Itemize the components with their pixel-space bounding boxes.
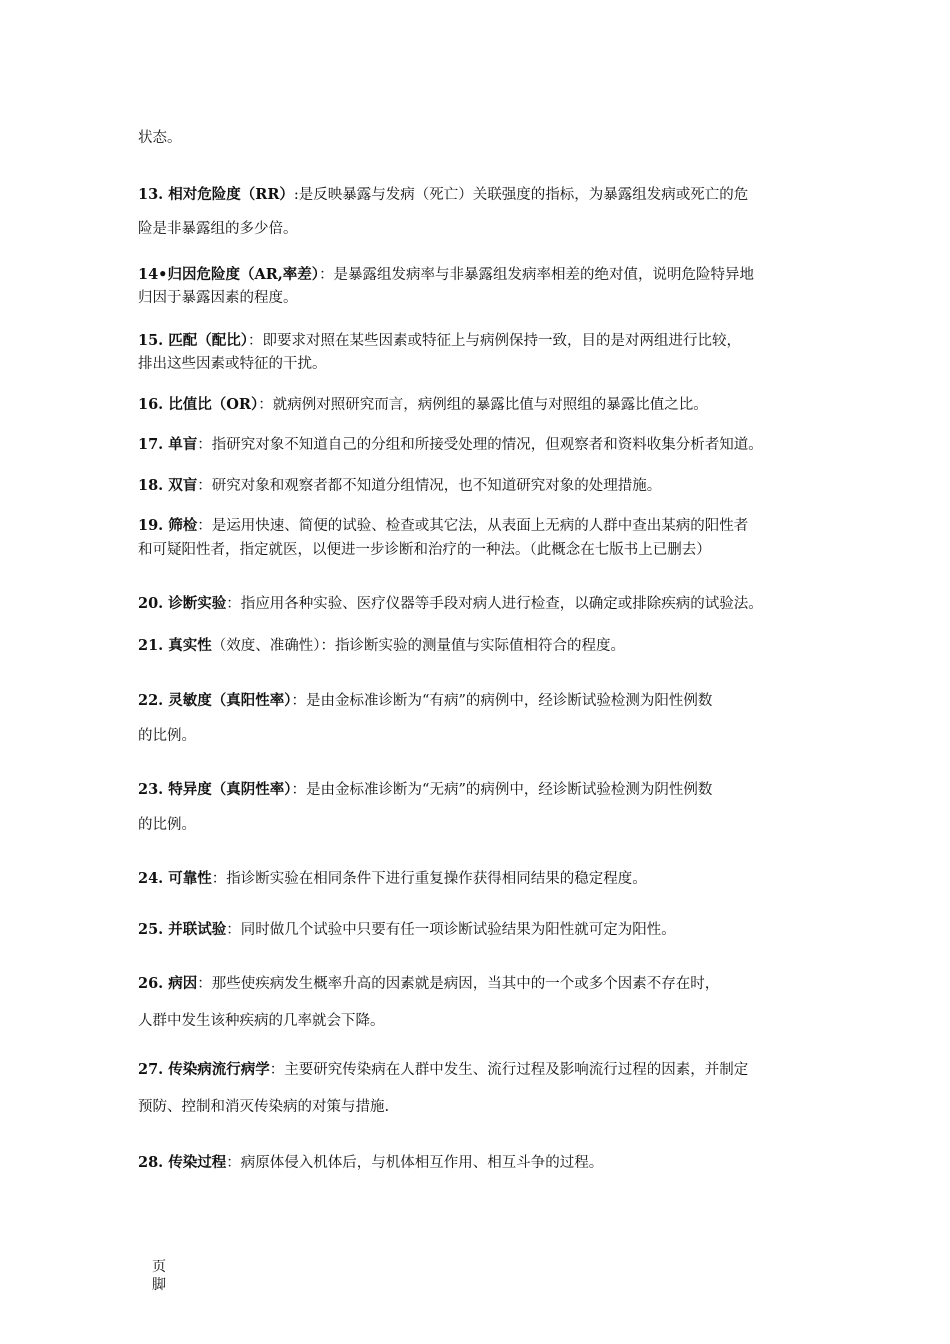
- entry-17: [138, 435, 828, 455]
- entry-number: 25.: [138, 921, 169, 938]
- entry-definition: ：研究对象和观察者都不知道分组情况，也不知道研究对象的处理措施。: [197, 478, 662, 494]
- entry-22: [138, 691, 828, 711]
- entry-number: 23.: [138, 781, 169, 798]
- entry-term: 匹配（配比）: [168, 332, 249, 349]
- entry-term: 诊断实验: [168, 595, 227, 612]
- entry-definition: ：主要研究传染病在人群中发生、流行过程及影响流行过程的因素，并制定: [269, 1062, 749, 1078]
- entry-definition: ：指应用各种实验、医疗仪器等手段对病人进行检查，以确定或排除疾病的试验法。: [226, 596, 763, 612]
- entry-21: [138, 636, 828, 656]
- entry-number: 21.: [138, 637, 169, 654]
- entry-18: [138, 476, 828, 496]
- entry-26: [138, 974, 828, 994]
- entry-15-line-2: 排出这些因素或特征的干扰。: [138, 356, 327, 372]
- entry-19: [138, 516, 828, 536]
- entry-24: [138, 869, 828, 889]
- entry-23: [138, 780, 828, 800]
- entry-term: 单盲: [168, 436, 198, 453]
- entry-term: 病因: [168, 975, 198, 992]
- entry-number: 16.: [138, 396, 169, 413]
- entry-number: 22.: [138, 692, 169, 709]
- entry-continuation: 状态。: [138, 130, 182, 146]
- entry-definition: :是反映暴露与发病（死亡）关联强度的指标，为暴露组发病或死亡的危: [293, 187, 749, 203]
- entry-definition: ：是运用快速、简便的试验、检查或其它法，从表面上无病的人群中查出某病的阳性者: [197, 518, 749, 534]
- entry-term: 灵敏度（真阳性率）: [168, 692, 292, 709]
- entry-27: [138, 1060, 828, 1080]
- entry-term: 比值比（OR）: [168, 396, 259, 413]
- entry-definition: ：就病例对照研究而言，病例组的暴露比值与对照组的暴露比值之比。: [258, 397, 708, 413]
- entry-25: [138, 920, 828, 940]
- entry-19-line-2: 和可疑阳性者，指定就医，以便进一步诊断和治疗的一种法。（此概念在七版书上已删去）: [138, 542, 711, 558]
- entry-number: 15.: [138, 332, 169, 349]
- entry-20: [138, 594, 828, 614]
- entry-term: 筛检: [168, 517, 198, 534]
- entry-term: 并联试验: [168, 921, 227, 938]
- entry-number: 26.: [138, 975, 169, 992]
- entry-definition: （效度、准确性）：指诊断实验的测量值与实际值相符合的程度。: [211, 638, 626, 654]
- entry-definition: ：是由金标准诊断为“无病”的病例中，经诊断试验检测为阴性例数: [291, 782, 713, 798]
- entry-number: 17.: [138, 436, 169, 453]
- entry-26-line-2: 人群中发生该种疾病的几率就会下降。: [138, 1013, 385, 1029]
- entry-definition: ：是暴露组发病率与非暴露组发病率相差的绝对值，说明危险特异地: [319, 267, 755, 283]
- entry-definition: ：即要求对照在某些因素或特征上与病例保持一致，目的是对两组进行比较，: [248, 333, 742, 349]
- entry-number: 24.: [138, 870, 169, 887]
- entry-number: 14•: [138, 266, 168, 283]
- entry-term: 传染过程: [168, 1154, 227, 1171]
- entry-13: [138, 185, 828, 205]
- entry-number: 18.: [138, 477, 169, 494]
- entry-16: [138, 395, 828, 415]
- entry-15: [138, 331, 828, 351]
- entry-14: [138, 265, 828, 285]
- entry-number: 13.: [138, 186, 169, 203]
- entry-number: 20.: [138, 595, 169, 612]
- entry-definition: ：指诊断实验在相同条件下进行重复操作获得相同结果的稳定程度。: [211, 871, 647, 887]
- page-footer: 页脚: [152, 1259, 166, 1293]
- entry-definition: ：同时做几个试验中只要有任一项诊断试验结果为阳性就可定为阳性。: [226, 922, 676, 938]
- entry-term: 双盲: [168, 477, 198, 494]
- entry-term: 真实性: [168, 637, 212, 654]
- entry-term: 特异度（真阴性率）: [168, 781, 292, 798]
- entry-definition: ：是由金标准诊断为“有病”的病例中，经诊断试验检测为阳性例数: [291, 693, 713, 709]
- entry-term: 可靠性: [168, 870, 212, 887]
- entry-27-line-2: 预防、控制和消灭传染病的对策与措施.: [138, 1099, 390, 1115]
- entry-23-line-2: 的比例。: [138, 817, 196, 833]
- entry-number: 28.: [138, 1154, 169, 1171]
- entry-term: 归因危险度（AR,率差）: [167, 266, 320, 283]
- entry-definition: ：病原体侵入机体后，与机体相互作用、相互斗争的过程。: [226, 1155, 604, 1171]
- entry-definition: ：指研究对象不知道自己的分组和所接受处理的情况，但观察者和资料收集分析者知道。: [197, 437, 763, 453]
- entry-28: [138, 1153, 828, 1173]
- entry-number: 27.: [138, 1061, 169, 1078]
- entry-22-line-2: 的比例。: [138, 728, 196, 744]
- entry-13-line-2: 险是非暴露组的多少倍。: [138, 221, 298, 237]
- entry-term: 相对危险度（RR）: [168, 186, 294, 203]
- entry-14-line-2: 归因于暴露因素的程度。: [138, 290, 298, 306]
- entry-definition: ：那些使疾病发生概率升高的因素就是病因，当其中的一个或多个因素不存在时，: [197, 976, 720, 992]
- entry-number: 19.: [138, 517, 169, 534]
- entry-term: 传染病流行病学: [168, 1061, 270, 1078]
